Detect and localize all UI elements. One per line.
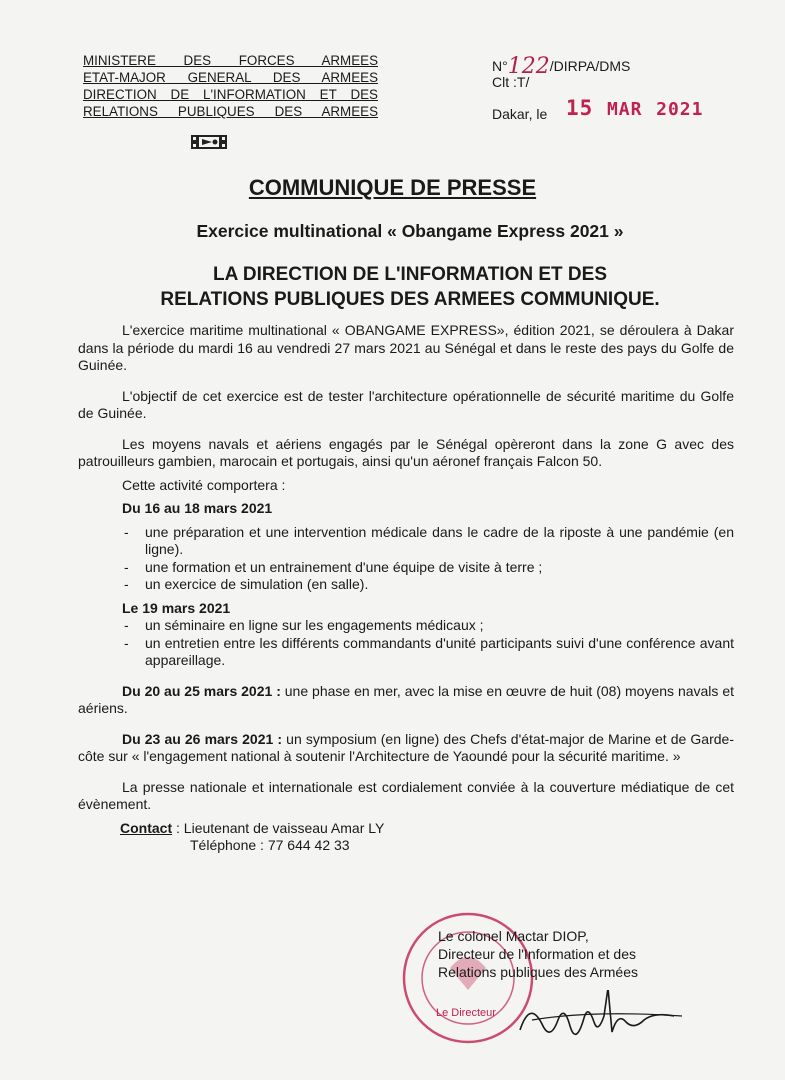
institution-line: RELATIONS PUBLIQUES DES ARMEES	[83, 104, 378, 119]
cit-reference: Clt :T/	[492, 74, 530, 90]
place-date-label: Dakar, le	[492, 106, 548, 122]
paragraph: L'exercice maritime multinational « OBANGAME EXPRESS», édition 2021, se déroulera à Dakar dans la période du mardi 16 au vendredi 27 mars 2021 au Sénégal et dans le reste des pays du Golfe de Guinée.	[78, 322, 734, 373]
contact-phone: Téléphone : 77 644 42 33	[190, 837, 350, 853]
list-item: - un entretien entre les différents commandants d'unité participants suivi d'une conférence avant appareillage.	[78, 635, 734, 670]
paragraph: Du 23 au 26 mars 2021 : un symposium (en ligne) des Chefs d'état-major de Marine et de Garde-côte sur « l'engagement national à soutenir l'Architecture de Yaoundé pour la sécurité maritime. »	[78, 730, 734, 764]
handwritten-signature	[512, 990, 692, 1060]
list-item: - un exercice de simulation (en salle).	[78, 576, 734, 594]
list-item: - un séminaire en ligne sur les engagements médicaux ;	[78, 617, 734, 635]
signatory-block	[438, 927, 638, 981]
handwritten-ref-number: 122	[507, 54, 550, 79]
film-camera-icon	[190, 132, 228, 152]
paragraph: Du 20 au 25 mars 2021 : une phase en mer, avec la mise en œuvre de huit (08) moyens navals et aériens.	[78, 682, 734, 716]
section-title: Du 16 au 18 mars 2021	[122, 500, 273, 516]
contact-line: Contact : Lieutenant de vaisseau Amar LY	[120, 819, 385, 836]
institution-header	[83, 52, 378, 120]
document-subtitle: Exercice multinational « Obangame Express 2021 »	[196, 221, 624, 241]
seal-label: Le Directeur	[436, 1007, 496, 1019]
document-body	[78, 322, 734, 855]
signatory-title: Directeur de l'Information et des	[438, 946, 636, 962]
paragraph: Cette activité comportera :	[122, 476, 286, 493]
institution-line: MINISTERE DES FORCES ARMEES	[83, 53, 378, 68]
list-item: - une formation et un entrainement d'une équipe de visite à terre ;	[78, 559, 734, 577]
institution-line: ETAT-MAJOR GENERAL DES ARMEES	[83, 70, 378, 85]
activity-list	[78, 617, 734, 670]
institution-line: DIRECTION DE L'INFORMATION ET DES	[83, 87, 378, 102]
communique-heading: LA DIRECTION DE L'INFORMATION ET DES RELATIONS PUBLIQUES DES ARMEES COMMUNIQUE.	[160, 264, 660, 310]
list-item: - une préparation et une intervention médicale dans le cadre de la riposte à une pandémie (en ligne).	[78, 524, 734, 559]
paragraph: La presse nationale et internationale est cordialement conviée à la couverture médiatique de cet évènement.	[78, 778, 734, 812]
paragraph: L'objectif de cet exercice est de tester l'architecture opérationnelle de sécurité maritime du Golfe de Guinée.	[78, 387, 734, 421]
date-stamp: 15 MAR 2021	[566, 96, 704, 120]
signatory-name: Le colonel Mactar DIOP,	[438, 928, 589, 944]
paragraph: Les moyens navals et aériens engagés par le Sénégal opèreront dans la zone G avec des patrouilleurs gambien, marocain et portugais, ainsi qu'un aéronef français Falcon 50.	[78, 435, 734, 469]
activity-list	[78, 524, 734, 594]
section-title: Le 19 mars 2021	[122, 599, 231, 616]
signatory-title: Relations publiques des Armées	[438, 964, 639, 980]
reference-number: N°122/DIRPA/DMS	[492, 54, 631, 79]
document-title: COMMUNIQUE DE PRESSE	[248, 175, 537, 200]
